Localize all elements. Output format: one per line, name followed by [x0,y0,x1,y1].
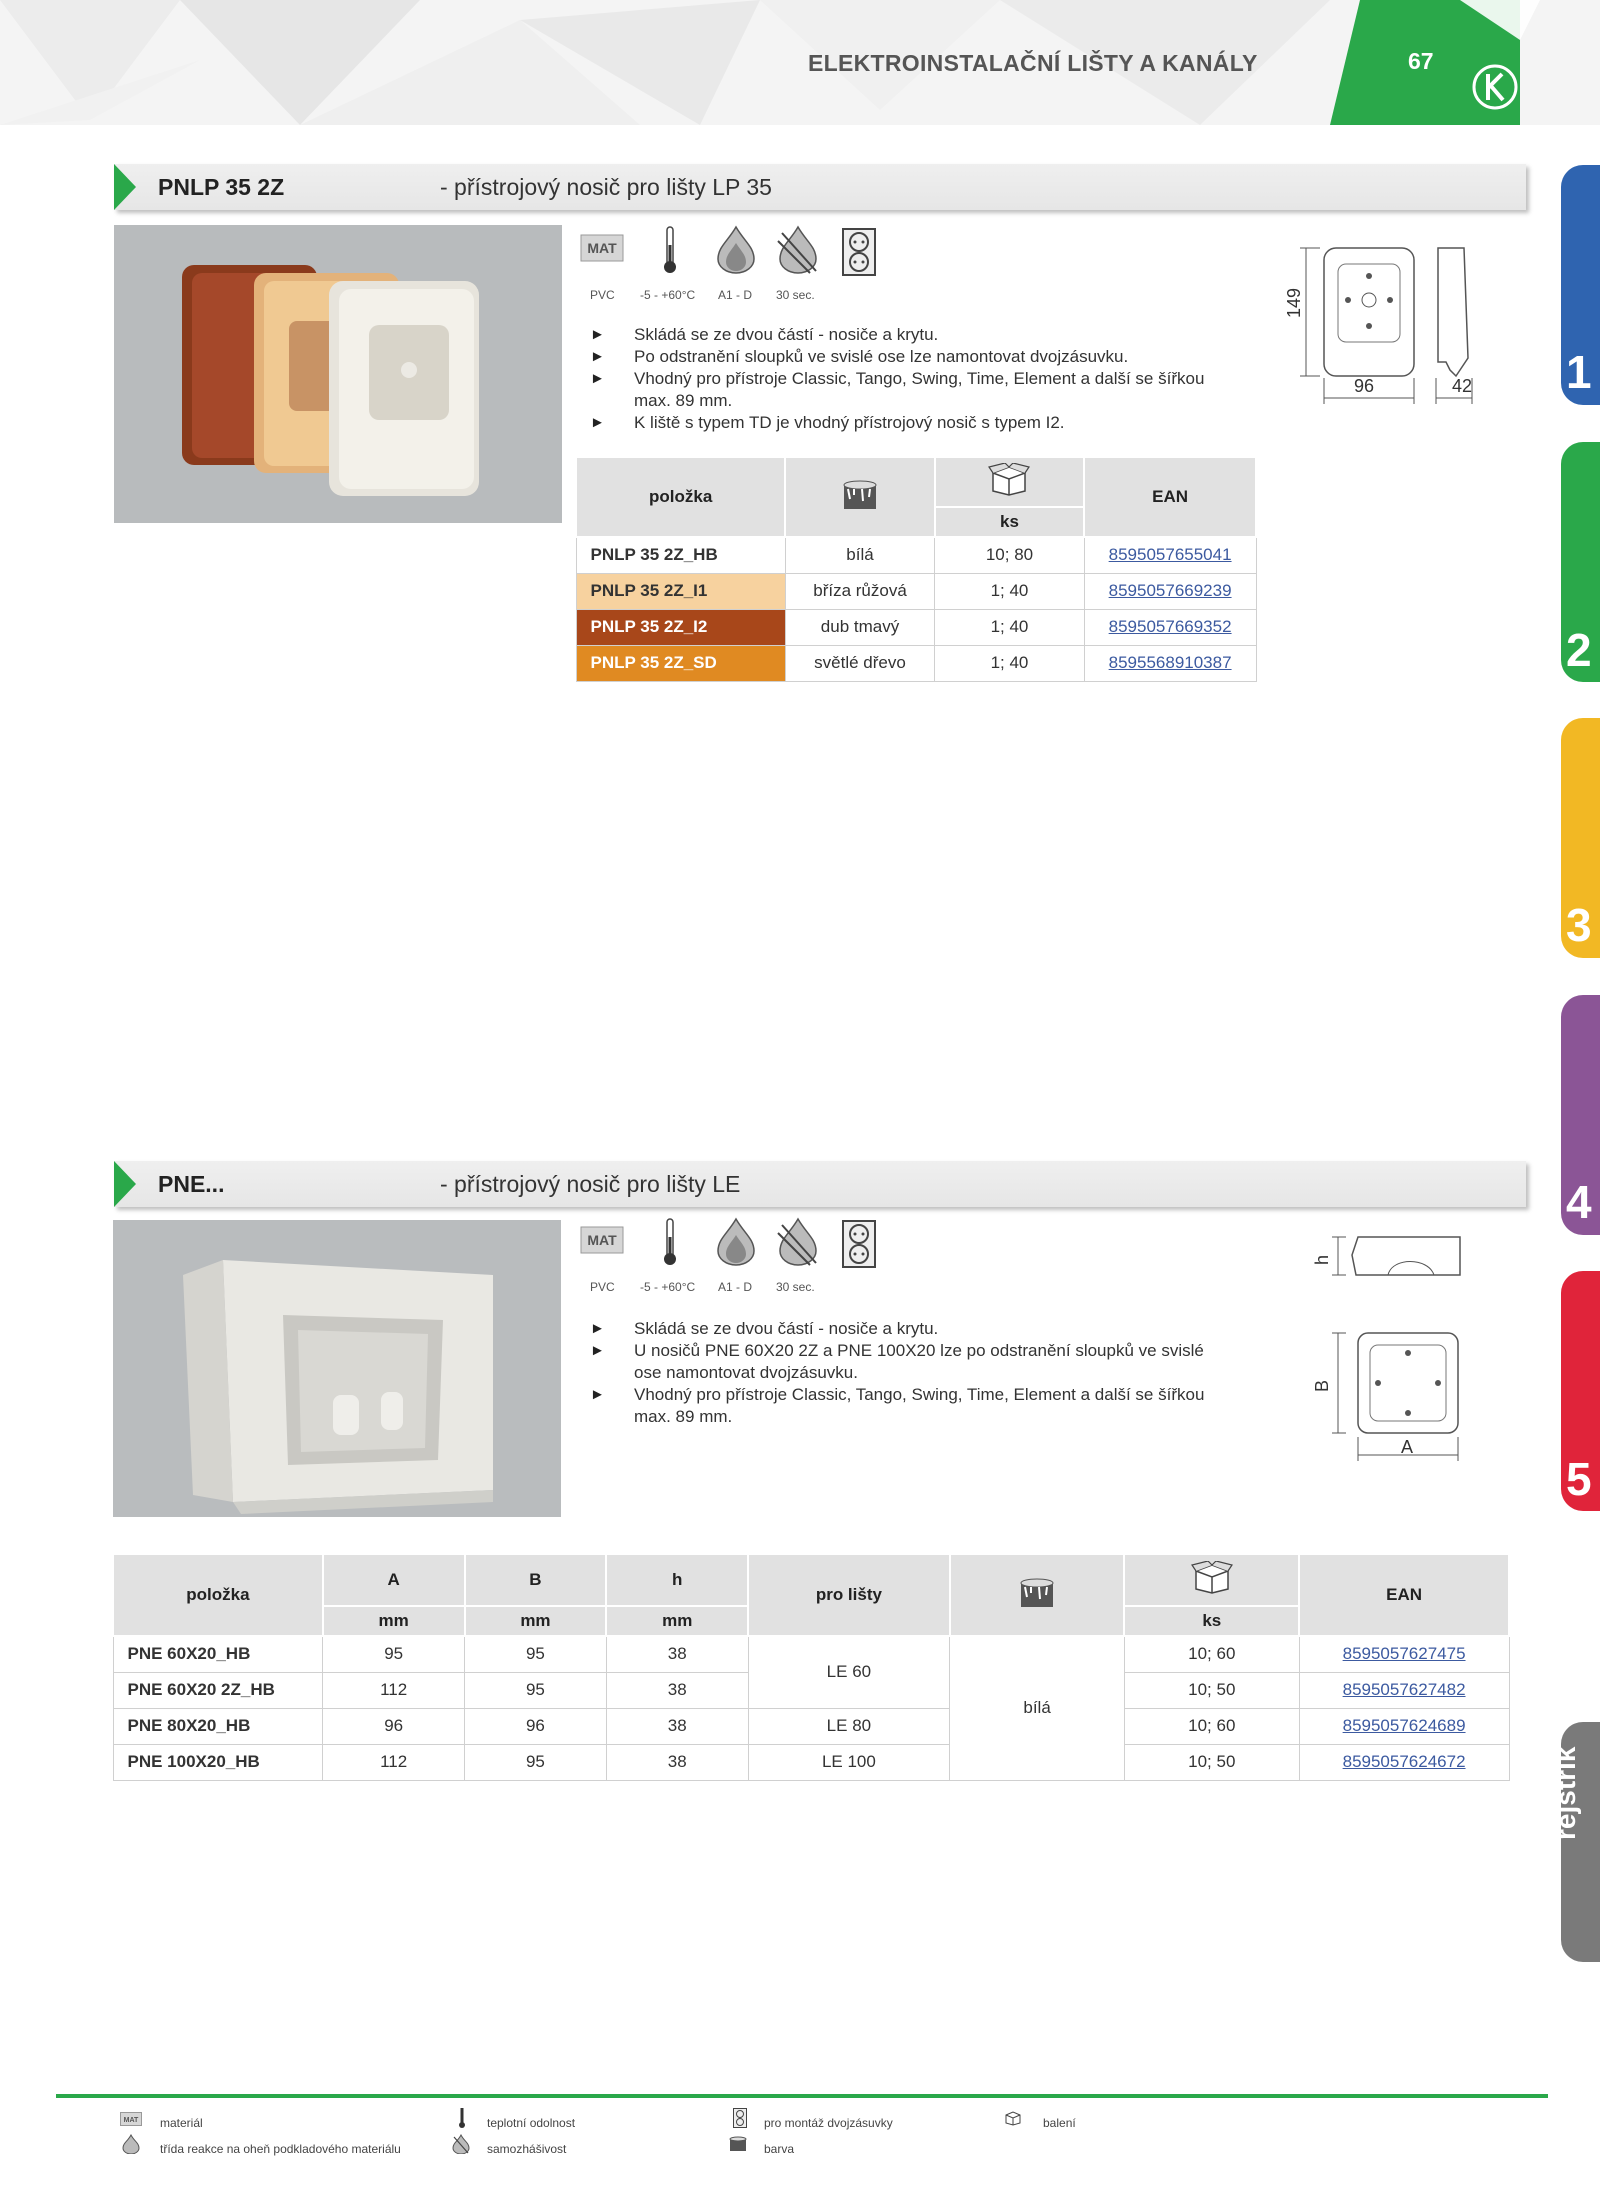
bullet-item: ► Vhodný pro přístroje Classic, Tango, Swing, Time, Element a další se šířkou max. 89 mm. [590,368,1240,412]
section2-dimension-drawing [1310,1225,1480,1465]
temperature-label: -5 - +60°C [640,288,696,302]
col-header-a: A [323,1554,465,1606]
row-color: bříza růžová [785,573,934,609]
bullet-item: ► Skládá se ze dvou částí - nosiče a krytu. [590,324,1240,346]
row-b: 95 [465,1672,607,1708]
legend-fire-class: třída reakce na oheň podkladového materiálu [160,2142,401,2156]
dimension-a-label: A [1401,1437,1414,1457]
row-h: 38 [606,1636,748,1672]
row-b: 95 [465,1636,607,1672]
section2-bullet-list [590,1318,1220,1428]
self-extinguishing-icon [776,225,820,275]
section2-product-table [112,1553,1510,1781]
bullet-item: ► K liště s typem TD je vhodný přístrojový nosič s typem I2. [590,412,1240,434]
flame-icon [714,225,758,275]
col-header-b: B [465,1554,607,1606]
row-code: PNE 60X20 2Z_HB [113,1672,323,1708]
section1-heading-bar [114,164,1526,210]
legend-temperature: teplotní odolnost [487,2116,576,2130]
col-header-color [785,457,934,537]
mat-icon [120,2112,142,2126]
mat-text: MAT [587,240,617,256]
dimension-depth-label: 42 [1452,376,1473,396]
col-header-unit: mm [323,1606,465,1636]
row-code: PNE 100X20_HB [113,1744,323,1780]
row-code: PNE 80X20_HB [113,1708,323,1744]
section2-arrow-icon [114,1161,136,1207]
row-color: světlé dřevo [785,645,934,681]
col-header-ks: ks [935,507,1084,537]
row-ean-link[interactable]: 8595057624672 [1299,1744,1509,1780]
section1-bullet-list [590,324,1240,434]
row-ean-link[interactable]: 8595057669352 [1084,609,1256,645]
section1-code: PNLP 35 2Z [158,174,285,200]
self-extinguishing-label: 30 sec. [776,288,815,302]
paint-icon [1017,1577,1057,1609]
side-tab-3-label: 3 [1566,899,1592,951]
row-ks: 10; 50 [1124,1672,1299,1708]
col-header-pro-listy: pro lišty [748,1554,950,1636]
double-socket-icon [842,228,876,276]
legend-packaging: balení [1043,2116,1076,2130]
section2-code: PNE... [158,1171,225,1197]
material-mat-icon [580,234,624,262]
row-ean-link[interactable]: 8595057627482 [1299,1672,1509,1708]
box-icon [1190,1561,1234,1595]
row-color: dub tmavý [785,609,934,645]
table-row [576,537,1256,573]
table-row [113,1636,1509,1672]
flame-icon [714,1217,758,1267]
table-row [113,1708,1509,1744]
row-ean-link[interactable]: 8595057669239 [1084,573,1256,609]
legend-color: barva [764,2142,795,2156]
col-header-h: h [606,1554,748,1606]
material-mat-icon [580,1226,624,1254]
dimension-width-label: 96 [1354,376,1375,396]
fire-class-label: A1 - D [718,1280,753,1294]
row-code: PNLP 35 2Z_HB [576,537,785,573]
table-row [576,645,1256,681]
row-pro-listy: LE 60 [748,1636,950,1708]
side-tab-4-label: 4 [1566,1176,1592,1228]
side-tab-5-label: 5 [1566,1453,1592,1505]
row-ks: 1; 40 [935,645,1084,681]
flame-icon [122,2134,140,2154]
section1-dimension-drawing [1286,238,1506,408]
box-icon [987,463,1031,497]
row-h: 38 [606,1672,748,1708]
section1-arrow-icon [114,164,136,210]
fire-class-label: A1 - D [718,288,753,302]
temperature-label: -5 - +60°C [640,1280,696,1294]
section1-description: - přístrojový nosič pro lišty LP 35 [440,174,772,200]
legend-material: materiál [160,2116,203,2130]
row-h: 38 [606,1708,748,1744]
bullet-item: ► U nosičů PNE 60X20 2Z a PNE 100X20 lze po odstranění sloupků ve svislé ose namontovat dvojzásuvku. [590,1340,1220,1384]
row-ks: 10; 60 [1124,1636,1299,1672]
double-socket-icon [842,1220,876,1268]
legend-self-extinguishing: samozhášivost [487,2142,567,2156]
col-header-packaging [1124,1554,1299,1606]
page-number: 67 [1408,48,1434,74]
bullet-item: ► Skládá se ze dvou částí - nosiče a krytu. [590,1318,1220,1340]
thermometer-icon [458,2108,466,2128]
material-label: PVC [590,288,615,302]
header-polygon-pattern [0,0,1600,125]
row-a: 112 [323,1672,465,1708]
thermometer-icon [660,1217,680,1267]
material-label: PVC [590,1280,615,1294]
table-row [576,609,1256,645]
row-code: PNLP 35 2Z_I2 [576,609,785,645]
col-header-ean: EAN [1299,1554,1509,1636]
row-ks: 1; 40 [935,573,1084,609]
paint-icon [728,2136,748,2152]
table-row [576,573,1256,609]
row-ean-link[interactable]: 8595057655041 [1084,537,1256,573]
side-tab-index-label: rejstřík [1550,1746,1581,1840]
dimension-height-label: 149 [1284,287,1304,318]
row-b: 96 [465,1708,607,1744]
section2-product-photo [113,1220,561,1517]
col-header-ks: ks [1124,1606,1299,1636]
paint-icon [840,479,880,511]
section2-description: - přístrojový nosič pro lišty LE [440,1171,741,1197]
self-extinguishing-icon [776,1217,820,1267]
row-code: PNE 60X20_HB [113,1636,323,1672]
self-extinguishing-icon [452,2134,470,2154]
row-color-merged: bílá [950,1636,1125,1780]
thermometer-icon [660,225,680,275]
row-ks: 10; 50 [1124,1744,1299,1780]
footer-divider [56,2094,1548,2098]
col-header-packaging [935,457,1084,507]
row-ks: 10; 80 [935,537,1084,573]
row-h: 38 [606,1744,748,1780]
row-ean-link[interactable]: 8595057624689 [1299,1708,1509,1744]
row-ks: 10; 60 [1124,1708,1299,1744]
table-row [113,1744,1509,1780]
col-header-unit: mm [606,1606,748,1636]
section1-product-photo [114,225,562,523]
section1-product-table [575,456,1257,682]
bullet-item: ► Vhodný pro přístroje Classic, Tango, Swing, Time, Element a další se šířkou max. 89 mm. [590,1384,1220,1428]
dimension-h-label: h [1312,1254,1332,1265]
header-background [0,0,1600,125]
side-tab-2-label: 2 [1566,624,1592,676]
row-ean-link[interactable]: 8595568910387 [1084,645,1256,681]
box-icon [1003,2110,1023,2126]
double-socket-icon [733,2108,747,2128]
row-a: 95 [323,1636,465,1672]
brand-logo-icon [1470,62,1520,112]
row-b: 95 [465,1744,607,1780]
side-tab-1-label: 1 [1566,346,1592,398]
legend-mat-text: MAT [123,2117,139,2124]
col-header-unit: mm [465,1606,607,1636]
col-header-ean: EAN [1084,457,1256,537]
bullet-item: ► Po odstranění sloupků ve svislé ose lze namontovat dvojzásuvku. [590,346,1240,368]
header-title: ELEKTROINSTALAČNÍ LIŠTY A KANÁLY [808,50,1258,76]
legend-double-socket: pro montáž dvojzásuvky [764,2116,893,2130]
col-header-color [950,1554,1125,1636]
row-a: 96 [323,1708,465,1744]
row-a: 112 [323,1744,465,1780]
row-code: PNLP 35 2Z_I1 [576,573,785,609]
row-pro-listy: LE 80 [748,1708,950,1744]
row-ks: 1; 40 [935,609,1084,645]
row-code: PNLP 35 2Z_SD [576,645,785,681]
col-header-item: položka [113,1554,323,1636]
dimension-b-label: B [1312,1379,1332,1392]
section2-heading-bar [114,1161,1526,1207]
row-color: bílá [785,537,934,573]
row-pro-listy: LE 100 [748,1744,950,1780]
self-extinguishing-label: 30 sec. [776,1280,815,1294]
mat-text: MAT [587,1232,617,1248]
col-header-item: položka [576,457,785,537]
row-ean-link[interactable]: 8595057627475 [1299,1636,1509,1672]
